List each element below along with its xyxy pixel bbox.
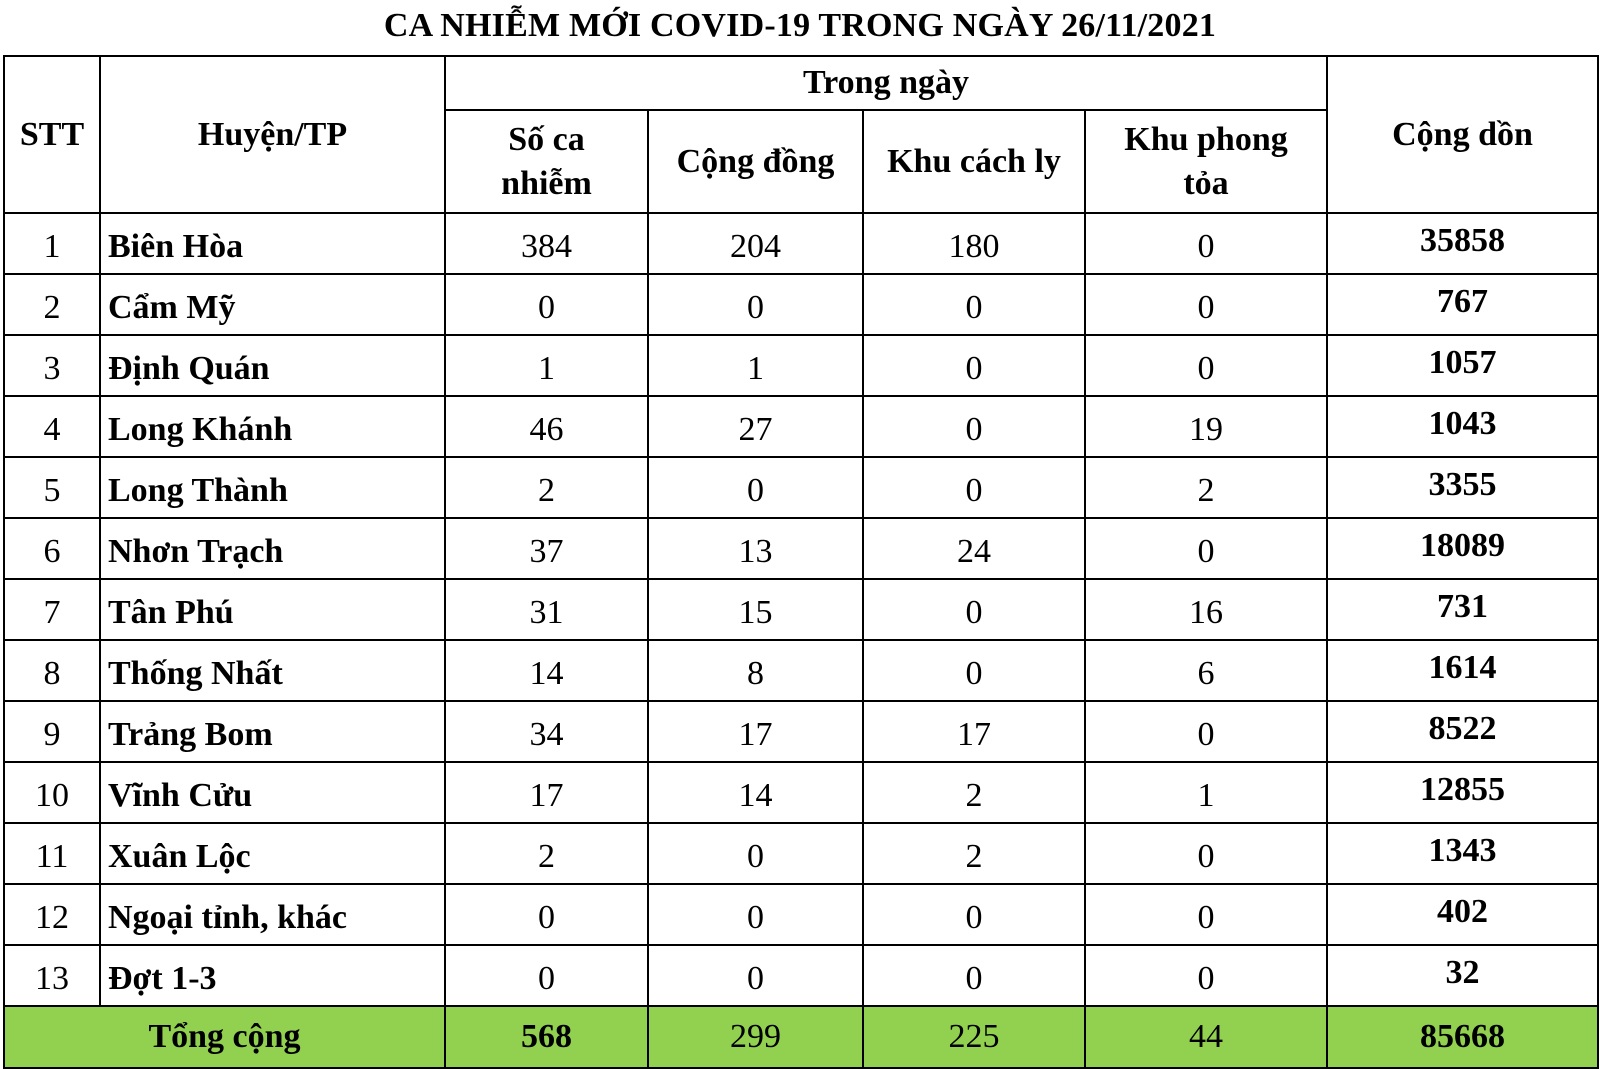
row-stt: 4 [4,396,100,457]
table-row [4,579,1598,640]
row-community: 17 [648,701,863,762]
header-community: Cộng đồng [648,110,863,213]
table-row [4,823,1598,884]
row-stt: 3 [4,335,100,396]
row-district: Thống Nhất [100,640,445,701]
row-cumulative: 1043 [1327,396,1598,457]
row-cases: 0 [445,884,648,945]
total-community: 299 [648,1006,863,1068]
row-district: Nhơn Trạch [100,518,445,579]
row-lockdown: 0 [1085,213,1327,274]
row-quarantine: 0 [863,945,1085,1006]
row-community: 13 [648,518,863,579]
row-cases: 2 [445,823,648,884]
row-stt: 6 [4,518,100,579]
header-cases: Số ca nhiễm [445,110,648,213]
row-cases: 0 [445,274,648,335]
row-district: Vĩnh Cửu [100,762,445,823]
row-quarantine: 0 [863,884,1085,945]
total-quarantine: 225 [863,1006,1085,1068]
table-row [4,335,1598,396]
row-quarantine: 0 [863,640,1085,701]
table-row [4,762,1598,823]
row-stt: 10 [4,762,100,823]
row-quarantine: 24 [863,518,1085,579]
row-cumulative: 1057 [1327,335,1598,396]
row-quarantine: 2 [863,762,1085,823]
row-community: 0 [648,457,863,518]
row-stt: 11 [4,823,100,884]
row-cumulative: 18089 [1327,518,1598,579]
total-lockdown: 44 [1085,1006,1327,1068]
row-lockdown: 0 [1085,274,1327,335]
table-row [4,274,1598,335]
row-community: 0 [648,884,863,945]
row-quarantine: 0 [863,274,1085,335]
row-cases: 0 [445,945,648,1006]
row-district: Ngoại tỉnh, khác [100,884,445,945]
row-lockdown: 16 [1085,579,1327,640]
row-lockdown: 0 [1085,823,1327,884]
row-lockdown: 19 [1085,396,1327,457]
row-cumulative: 1343 [1327,823,1598,884]
table-row [4,945,1598,1006]
row-cases: 17 [445,762,648,823]
table-row [4,701,1598,762]
table-row [4,884,1598,945]
row-quarantine: 0 [863,335,1085,396]
total-label: Tổng cộng [4,1006,445,1068]
row-quarantine: 17 [863,701,1085,762]
row-cumulative: 12855 [1327,762,1598,823]
row-cases: 46 [445,396,648,457]
row-cumulative: 35858 [1327,213,1598,274]
row-lockdown: 2 [1085,457,1327,518]
row-community: 14 [648,762,863,823]
total-cumulative: 85668 [1327,1006,1598,1068]
row-stt: 8 [4,640,100,701]
row-district: Biên Hòa [100,213,445,274]
row-cases: 384 [445,213,648,274]
row-lockdown: 0 [1085,701,1327,762]
row-cases: 31 [445,579,648,640]
row-community: 1 [648,335,863,396]
row-cumulative: 3355 [1327,457,1598,518]
row-district: Long Khánh [100,396,445,457]
row-district: Xuân Lộc [100,823,445,884]
row-quarantine: 180 [863,213,1085,274]
row-lockdown: 6 [1085,640,1327,701]
row-community: 0 [648,823,863,884]
row-cases: 14 [445,640,648,701]
row-community: 204 [648,213,863,274]
row-stt: 1 [4,213,100,274]
header-stt: STT [4,56,100,213]
row-district: Định Quán [100,335,445,396]
row-district: Long Thành [100,457,445,518]
total-cases: 568 [445,1006,648,1068]
row-community: 15 [648,579,863,640]
header-in-day: Trong ngày [445,56,1327,110]
row-quarantine: 0 [863,579,1085,640]
row-district: Cẩm Mỹ [100,274,445,335]
row-cases: 2 [445,457,648,518]
row-cases: 1 [445,335,648,396]
row-community: 0 [648,274,863,335]
row-quarantine: 2 [863,823,1085,884]
row-stt: 12 [4,884,100,945]
row-cumulative: 8522 [1327,701,1598,762]
row-stt: 7 [4,579,100,640]
header-quarantine: Khu cách ly [863,110,1085,213]
row-lockdown: 1 [1085,762,1327,823]
row-district: Đợt 1-3 [100,945,445,1006]
row-district: Trảng Bom [100,701,445,762]
row-cumulative: 32 [1327,945,1598,1006]
total-row [4,1006,1598,1068]
header-row-top [4,56,1598,110]
row-quarantine: 0 [863,457,1085,518]
row-cumulative: 767 [1327,274,1598,335]
row-lockdown: 0 [1085,945,1327,1006]
header-district: Huyện/TP [100,56,445,213]
row-lockdown: 0 [1085,518,1327,579]
table-row [4,518,1598,579]
table-body [4,213,1598,1068]
row-cumulative: 402 [1327,884,1598,945]
row-lockdown: 0 [1085,335,1327,396]
row-stt: 9 [4,701,100,762]
row-district: Tân Phú [100,579,445,640]
row-stt: 2 [4,274,100,335]
header-cumulative: Cộng dồn [1327,56,1598,213]
covid-cases-table [3,55,1599,1069]
row-lockdown: 0 [1085,884,1327,945]
header-lockdown: Khu phong tỏa [1085,110,1327,213]
row-quarantine: 0 [863,396,1085,457]
row-community: 27 [648,396,863,457]
table-row [4,457,1598,518]
page-title: CA NHIỄM MỚI COVID-19 TRONG NGÀY 26/11/2021 [383,7,1217,44]
table-row [4,640,1598,701]
row-cases: 37 [445,518,648,579]
row-stt: 13 [4,945,100,1006]
row-cumulative: 731 [1327,579,1598,640]
table-row [4,396,1598,457]
row-community: 8 [648,640,863,701]
row-cases: 34 [445,701,648,762]
table-row [4,213,1598,274]
row-stt: 5 [4,457,100,518]
row-community: 0 [648,945,863,1006]
row-cumulative: 1614 [1327,640,1598,701]
